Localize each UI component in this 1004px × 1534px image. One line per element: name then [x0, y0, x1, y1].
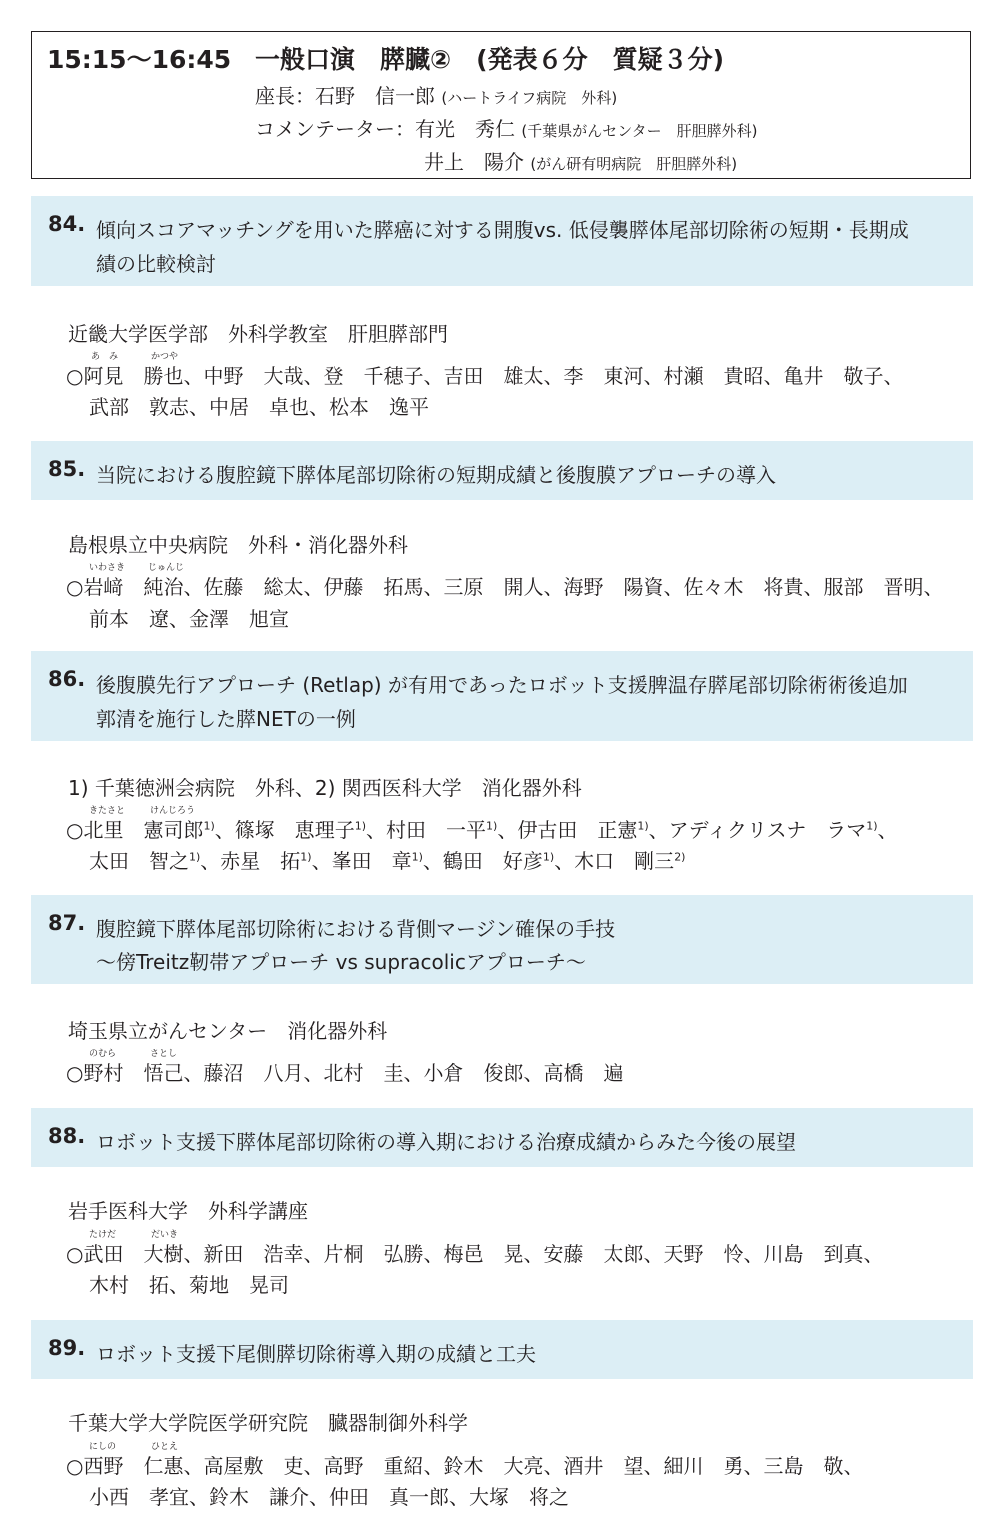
abstract-title-line-2: 績の比較検討 — [96, 252, 216, 276]
furigana: いわさき — [89, 563, 126, 573]
abstract-89-header — [31, 1320, 973, 1379]
commentator2-name: 井上 陽介 — [424, 150, 524, 174]
abstract-title-line-1: ロボット支援下尾側膵切除術導入期の成績と工夫 — [96, 1342, 536, 1366]
abstract-86-institution: 1) 千葉徳洲会病院 外科、2) 関西医科大学 消化器外科 — [68, 776, 582, 800]
abstract-title-line-1: 腹腔鏡下膵体尾部切除術における背側マージン確保の手技 — [96, 917, 616, 941]
abstract-84-header — [31, 196, 973, 286]
commentator-affiliation: (千葉県がんセンター 肝胆膵外科) — [521, 122, 758, 140]
abstract-88-authors-line-1: ○武田 大樹、新田 浩幸、片桐 弘勝、梅邑 晃、安藤 太郎、天野 怜、川島 到真、 — [66, 1242, 884, 1266]
abstract-87-institution: 埼玉県立がんセンター 消化器外科 — [68, 1019, 388, 1043]
furigana: かつや — [151, 352, 179, 362]
chair-line — [255, 80, 617, 109]
session-title: 一般口演 膵臓② (発表６分 質疑３分) — [255, 45, 725, 74]
abstract-84-authors-line-1: ○阿見 勝也、中野 大哉、登 千穂子、吉田 雄太、李 東河、村瀬 貴昭、亀井 敬子、 — [66, 364, 904, 388]
abstract-84-authors-line-2: 武部 敦志、中居 卓也、松本 逸平 — [89, 395, 429, 419]
abstract-86-header — [31, 651, 973, 741]
abstract-86-authors-line-1: ○北里 憲司郎$^{1)}$、篠塚 恵理子$^{1)}$、村田 一平$^{1)}$、伊古田 正憲$^{1)}$、アディクリスナ ラマ$^{1)}$、 — [66, 818, 898, 842]
abstract-85-authors-line-2: 前本 遼、金澤 旭宣 — [89, 607, 289, 631]
abstract-88-header — [31, 1108, 973, 1167]
abstract-89-authors-line-1: ○西野 仁惠、高屋敷 吏、高野 重紹、鈴木 大亮、酒井 望、細川 勇、三島 敬、 — [66, 1454, 864, 1478]
abstract-85-institution: 島根県立中央病院 外科・消化器外科 — [68, 533, 408, 557]
abstract-87-authors-line-1: ○野村 悟己、藤沼 八月、北村 圭、小倉 俊郎、高橋 遍 — [66, 1061, 624, 1085]
abstract-85-authors-line-1: ○岩﨑 純治、佐藤 総太、伊藤 拓馬、三原 開人、海野 陽資、佐々木 将貴、服部 晋明、 — [66, 575, 944, 599]
furigana: だいき — [151, 1230, 179, 1240]
abstract-number: 87. — [48, 911, 86, 935]
furigana: たけだ — [89, 1230, 117, 1240]
commentator2-affiliation: (がん研有明病院 肝胆膵外科) — [530, 155, 738, 173]
furigana: さとし — [150, 1049, 178, 1059]
furigana: きたさと — [89, 806, 126, 816]
abstract-title-line-1: 傾向スコアマッチングを用いた膵癌に対する開腹vs. 低侵襲膵体尾部切除術の短期・長期成 — [96, 218, 909, 242]
abstract-number: 86. — [48, 667, 86, 691]
furigana: あ み — [91, 352, 119, 362]
abstract-title-line-1: ロボット支援下膵体尾部切除術の導入期における治療成績からみた今後の展望 — [96, 1130, 796, 1154]
abstract-87-header — [31, 895, 973, 984]
abstract-89-institution: 千葉大学大学院医学研究院 臓器制御外科学 — [68, 1411, 468, 1435]
abstract-88-authors-line-2: 木村 拓、菊地 晃司 — [89, 1273, 289, 1297]
abstract-title-line-1: 後腹膜先行アプローチ (Retlap) が有用であったロボット支援脾温存膵尾部切除術術後追加 — [96, 673, 908, 697]
chair-name: 座長：石野 信一郎 — [255, 84, 435, 108]
abstract-86-authors-line-2: 太田 智之$^{1)}$、赤星 拓$^{1)}$、峯田 章$^{1)}$、鶴田 好彦$^{1)}$、木口 剛三$^{2)}$ — [89, 849, 686, 873]
furigana: けんじろう — [150, 806, 196, 816]
abstract-number: 88. — [48, 1124, 86, 1148]
furigana: じゅんじ — [148, 563, 185, 573]
abstract-number: 89. — [48, 1336, 86, 1360]
commentator-name: コメンテーター：有光 秀仁 — [255, 117, 515, 141]
abstract-88-institution: 岩手医科大学 外科学講座 — [68, 1199, 308, 1223]
abstract-number: 85. — [48, 457, 86, 481]
abstract-89-authors-line-2: 小西 孝宜、鈴木 謙介、仲田 真一郎、大塚 将之 — [89, 1485, 569, 1509]
abstract-84-institution: 近畿大学医学部 外科学教室 肝胆膵部門 — [68, 322, 448, 346]
commentator-line — [255, 113, 757, 142]
abstract-title-line-2: 郭清を施行した膵NETの一例 — [96, 707, 356, 731]
furigana: のむら — [89, 1049, 117, 1059]
furigana: ひとえ — [151, 1442, 179, 1452]
abstract-85-header — [31, 441, 973, 500]
furigana: にしの — [89, 1442, 117, 1452]
session-time: 15:15～16:45 — [47, 45, 232, 74]
abstract-title-line-1: 当院における腹腔鏡下膵体尾部切除術の短期成績と後腹膜アプローチの導入 — [96, 463, 776, 487]
abstract-title-line-2: ～傍Treitz靭帯アプローチ vs supracolicアプローチ～ — [96, 950, 586, 974]
abstract-number: 84. — [48, 212, 86, 236]
chair-affiliation: (ハートライフ病院 外科) — [441, 89, 618, 107]
commentator2-line — [424, 146, 737, 175]
